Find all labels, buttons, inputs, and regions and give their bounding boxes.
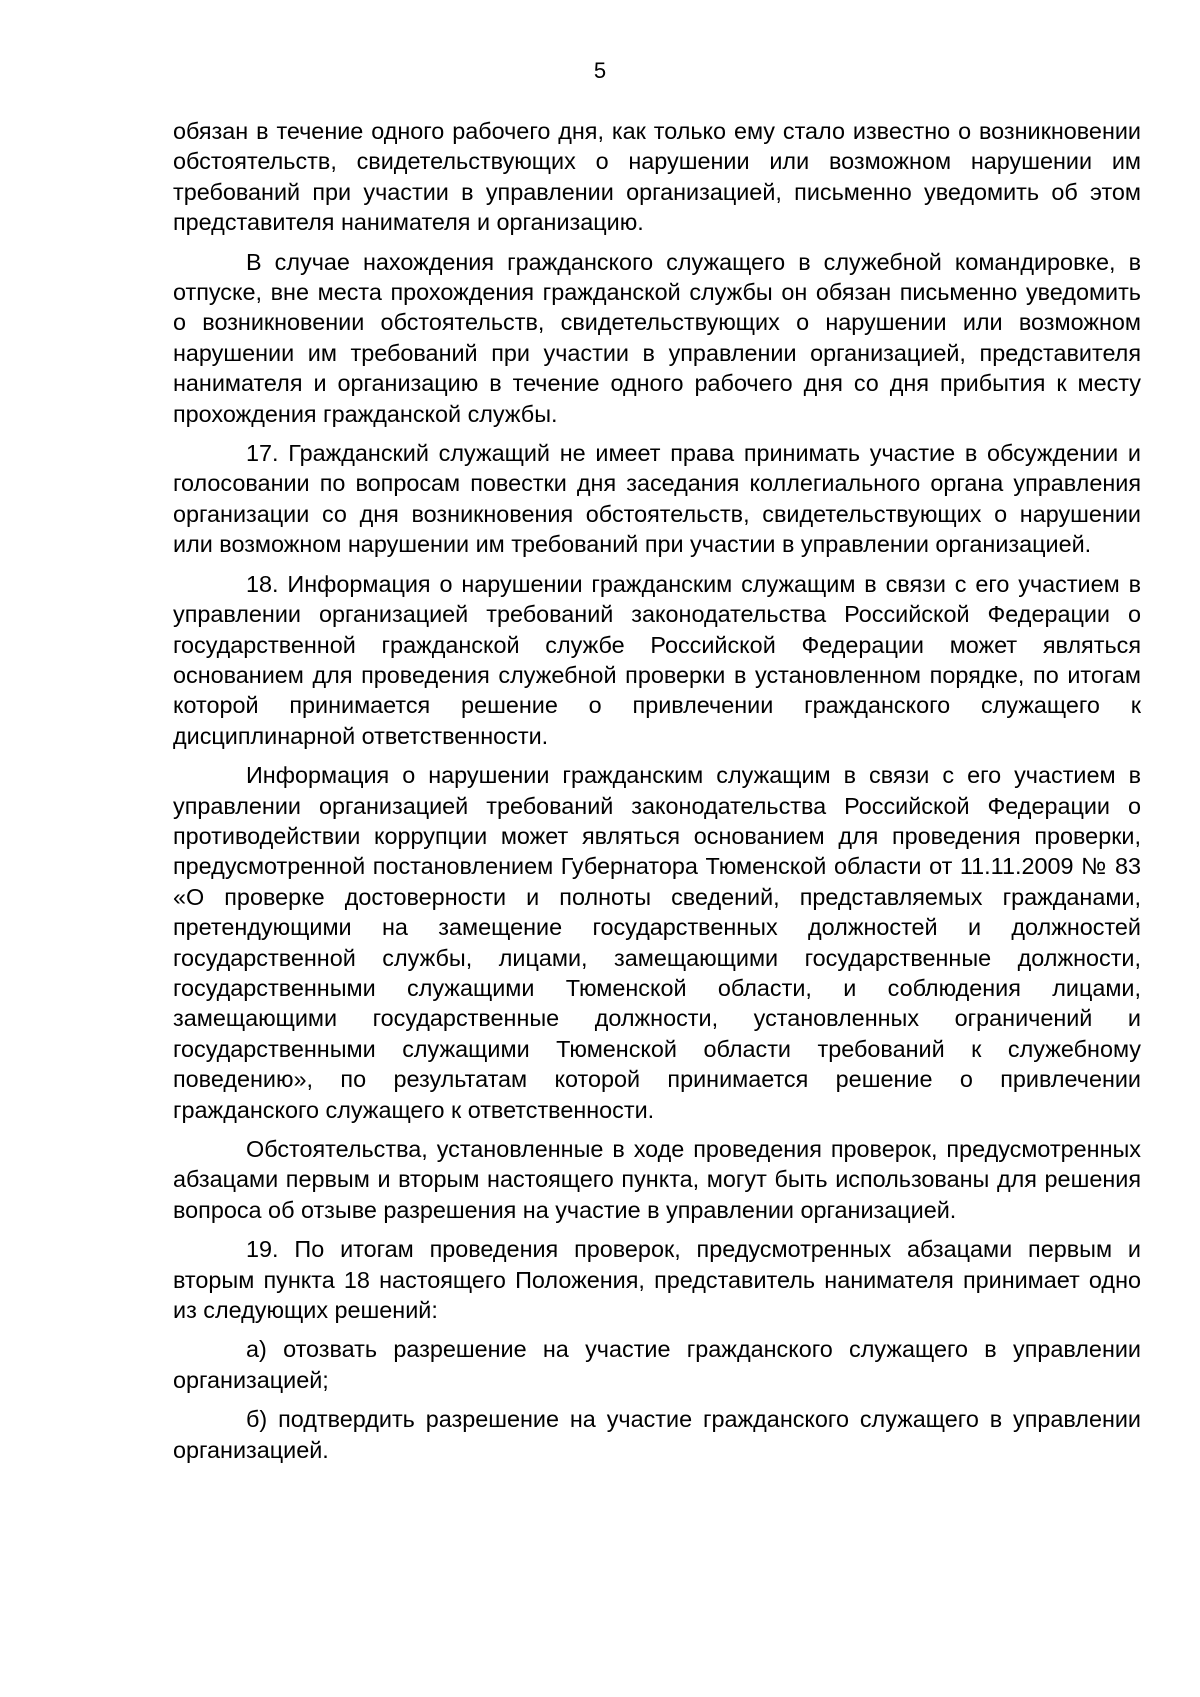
document-body [173, 116, 1141, 1474]
page-number: 5 [593, 58, 607, 83]
paragraph-item-19-a: а) отозвать разрешение на участие гражданского служащего в управлении организацией; [173, 1336, 1141, 1393]
paragraph-item-18: 18. Информация о нарушении гражданским служащим в связи с его участием в управлении организацией требований законодательства Российской Федерации о государственной гражданской службе Российской Федерации может являться основанием для проведения служебной проверки в установленном порядке, по итогам которой принимается решение о привлечении гражданского служащего к дисциплинарной ответственности. [173, 570, 1141, 749]
paragraph-item-19: 19. По итогам проведения проверок, предусмотренных абзацами первым и вторым пункта 18 настоящего Положения, представитель нанимателя принимает одно из следующих решений: [173, 1236, 1141, 1324]
paragraph-business-trip: В случае нахождения гражданского служащего в служебной командировке, в отпуске, вне места прохождения гражданской службы он обязан письменно уведомить о возникновении обстоятельств, свидетельствующих о нарушении или возможном нарушении им требований при участии в управлении организацией, представителя нанимателя и организацию в течение одного рабочего дня со дня прибытия к месту прохождения гражданской службы. [173, 248, 1141, 427]
paragraph-continuation: обязан в течение одного рабочего дня, как только ему стало известно о возникновении обстоятельств, свидетельствующих о нарушении или возможном нарушении им требований при участии в управлении организацией, письменно уведомить об этом представителя нанимателя и организацию. [173, 118, 1141, 236]
paragraph-item-17: 17. Гражданский служащий не имеет права принимать участие в обсуждении и голосовании по вопросам повестки дня заседания коллегиального органа управления организации со дня возникновения обстоятельств, свидетельствующих о нарушении или возможном нарушении им требований при участии в управлении организацией. [173, 440, 1141, 558]
paragraph-item-19-b: б) подтвердить разрешение на участие гражданского служащего в управлении организацией. [173, 1406, 1141, 1463]
paragraph-item-18-corruption: Информация о нарушении гражданским служащим в связи с его участием в управлении организацией требований законодательства Российской Федерации о противодействии коррупции может являться основанием для проведения проверки, предусмотренной постановлением Губернатора Тюменской области от 11.11.2009 № 83 «О проверке достоверности и полноты сведений, представляемых гражданами, претендующими на замещение государственных должностей и должностей государственной службы, лицами, замещающими государственные должности, государственными служащими Тюменской области, и соблюдения лицами, замещающими государственные должности, установленных ограничений и государственными служащими Тюменской области требований к служебному поведению», по результатам которой принимается решение о привлечении гражданского служащего к ответственности. [173, 762, 1141, 1123]
paragraph-item-18-circumstances: Обстоятельства, установленные в ходе проведения проверок, предусмотренных абзацами первым и вторым настоящего пункта, могут быть использованы для решения вопроса об отзыве разрешения на участие в управлении организацией. [173, 1136, 1141, 1223]
